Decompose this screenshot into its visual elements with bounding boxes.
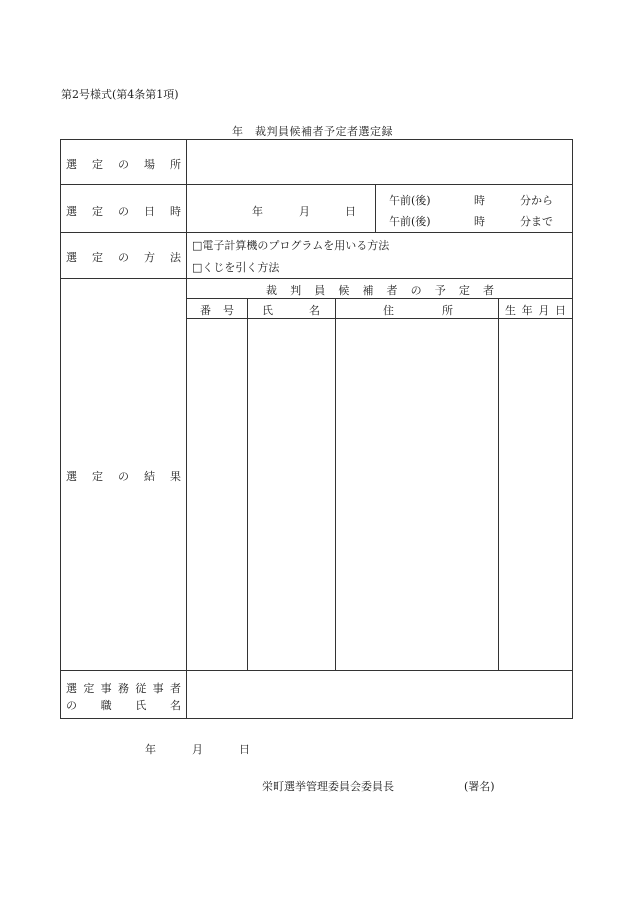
place-value-field[interactable] [188,141,570,183]
end-hour-unit: 時 [474,215,485,228]
form-number: 第2号様式(第4条第1項) [61,88,179,101]
date-year-unit: 年 [252,205,263,218]
candidates-header: 裁 判 員 候 補 者 の 予 定 者 [266,284,494,297]
column-header-address: 住 所 [383,304,453,317]
end-ampm: 午前(後) [389,215,431,228]
start-minute-unit: 分から [520,194,553,207]
column-header-number: 番 号 [200,304,234,317]
signer-title: 栄町選挙管理委員会委員長 [262,780,394,793]
page-title: 年 裁判員候補者予定者選定録 [232,125,393,138]
candidates-body[interactable] [188,320,570,669]
staff-label-line1: 選 定 事 務 従 事 者 [66,682,181,695]
datetime-label: 選 定 の 日 時 [66,205,181,218]
staff-label-line2: の 職 氏 名 [66,699,181,712]
footer-month-unit: 月 [192,743,203,756]
method-option-lottery[interactable]: □くじを引く方法 [192,261,280,274]
signature-mark: (署名) [464,780,495,793]
staff-value-field[interactable] [188,672,570,717]
footer-year-unit: 年 [145,743,156,756]
date-month-unit: 月 [299,205,310,218]
start-ampm: 午前(後) [389,194,431,207]
result-label: 選 定 の 結 果 [66,470,181,483]
column-header-birthdate: 生 年 月 日 [505,304,566,317]
date-day-unit: 日 [345,205,356,218]
method-label: 選 定 の 方 法 [66,251,181,264]
column-header-name: 氏 名 [262,304,320,317]
end-minute-unit: 分まで [520,215,553,228]
footer-day-unit: 日 [239,743,250,756]
place-label: 選 定 の 場 所 [66,158,181,171]
method-option-computer[interactable]: □電子計算機のプログラムを用いる方法 [192,239,390,252]
start-hour-unit: 時 [474,194,485,207]
